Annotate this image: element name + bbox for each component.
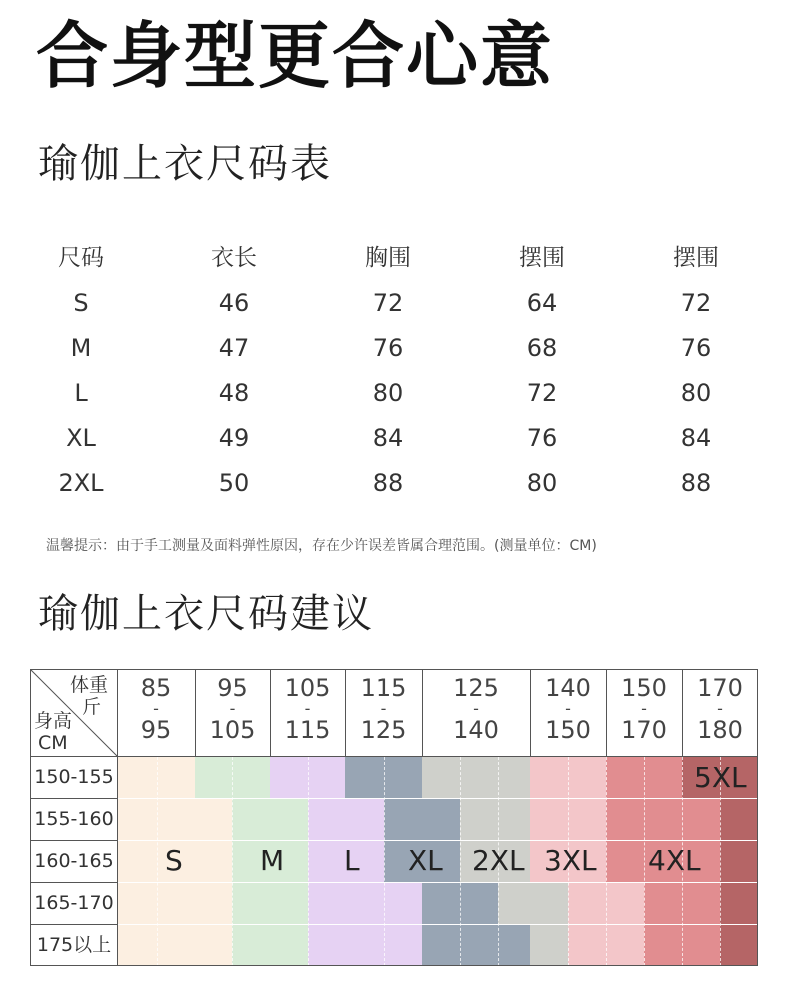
height-range-label: 150-155 [34, 766, 114, 788]
hem-cell-2: 80 [680, 379, 712, 407]
hem-cell: 68 [526, 334, 558, 362]
chest-cell: 80 [372, 379, 404, 407]
weight-sep: - [304, 699, 311, 718]
header-chest: 胸围 [365, 245, 411, 271]
hem-cell-2: 84 [680, 424, 712, 452]
height-range-label: 160-165 [34, 850, 114, 872]
table-row [0, 281, 790, 326]
hem-cell-2: 76 [680, 334, 712, 362]
size-chart-title: 瑜伽上衣尺码表 [38, 141, 332, 187]
header-separator [30, 756, 758, 757]
recommendation-title: 瑜伽上衣尺码建议 [38, 591, 374, 637]
weight-top: 85 [140, 674, 172, 702]
weight-bottom: 150 [545, 716, 591, 744]
size-chart-header-row [0, 236, 790, 281]
weight-bottom: 180 [697, 716, 743, 744]
weight-sep: - [717, 699, 723, 718]
weight-top: 140 [545, 674, 591, 702]
weight-sep: - [153, 699, 159, 718]
weight-range-header [682, 674, 758, 744]
size-recommendation-grid [30, 669, 758, 966]
weight-top: 150 [621, 674, 667, 702]
weight-sep: - [380, 699, 387, 718]
weight-bottom: 115 [284, 716, 331, 744]
chest-cell: 76 [372, 334, 404, 362]
size-label-xl: XL [408, 844, 443, 877]
hem-cell-2: 88 [680, 469, 712, 497]
weight-bottom: 125 [360, 716, 407, 744]
size-label-5xl: 5XL [694, 761, 747, 794]
weight-sep: - [473, 699, 479, 718]
measurement-note: 温馨提示：由于手工测量及面料弹性原因，存在少许误差皆属合理范围。(测量单位：CM) [46, 538, 597, 554]
length-cell: 48 [218, 379, 250, 407]
table-row [0, 371, 790, 416]
size-label-l: L [344, 844, 360, 877]
weight-top: 170 [697, 674, 743, 702]
page-title: 合身型更合心意 [36, 14, 555, 98]
length-cell: 46 [218, 289, 250, 317]
header-size: 尺码 [58, 245, 104, 271]
corner-height-unit: CM [38, 732, 68, 754]
weight-bottom: 170 [621, 716, 667, 744]
weight-range-header [195, 674, 270, 744]
chest-cell: 88 [372, 469, 404, 497]
weight-range-header [606, 674, 682, 744]
length-cell: 47 [218, 334, 250, 362]
corner-weight-unit: 斤 [82, 696, 102, 718]
hem-cell-2: 72 [680, 289, 712, 317]
weight-bottom: 140 [453, 716, 499, 744]
size-label-m: M [260, 844, 285, 877]
weight-top: 115 [360, 674, 407, 702]
size-label-s: S [165, 844, 183, 877]
size-label-2xl: 2XL [472, 844, 525, 877]
size-cell: L [74, 379, 88, 407]
size-label-3xl: 3XL [544, 844, 597, 877]
corner-height-label: 身高 [34, 710, 73, 732]
size-cell: S [73, 289, 89, 317]
size-cell: M [70, 334, 92, 362]
hem-cell: 76 [526, 424, 558, 452]
weight-top: 125 [453, 674, 499, 702]
height-range-label: 175以上 [36, 934, 112, 956]
weight-range-header [530, 674, 606, 744]
length-cell: 49 [218, 424, 250, 452]
weight-bottom: 95 [140, 716, 172, 744]
weight-range-header [117, 674, 195, 744]
weight-range-header [422, 674, 530, 744]
table-row [0, 416, 790, 461]
weight-top: 105 [284, 674, 331, 702]
weight-sep: - [565, 699, 571, 718]
height-range-label: 155-160 [34, 808, 114, 830]
size-label-4xl: 4XL [648, 844, 701, 877]
hem-cell: 80 [526, 469, 558, 497]
height-range-label: 165-170 [34, 892, 114, 914]
weight-bottom: 105 [209, 716, 256, 744]
chest-cell: 84 [372, 424, 404, 452]
length-cell: 50 [218, 469, 250, 497]
table-row [0, 326, 790, 371]
corner-weight-label: 体重 [70, 674, 109, 696]
weight-sep: - [229, 699, 236, 718]
header-length: 衣长 [211, 245, 257, 271]
hem-cell: 72 [526, 379, 558, 407]
header-hem: 摆围 [519, 245, 565, 271]
size-cell: 2XL [58, 469, 104, 497]
weight-sep: - [641, 699, 647, 718]
hem-cell: 64 [526, 289, 558, 317]
weight-range-header [345, 674, 422, 744]
weight-top: 95 [217, 674, 248, 702]
weight-range-header [270, 674, 345, 744]
size-cell: XL [66, 424, 96, 452]
chest-cell: 72 [372, 289, 404, 317]
header-hem-2: 摆围 [673, 245, 719, 271]
table-row [0, 461, 790, 506]
